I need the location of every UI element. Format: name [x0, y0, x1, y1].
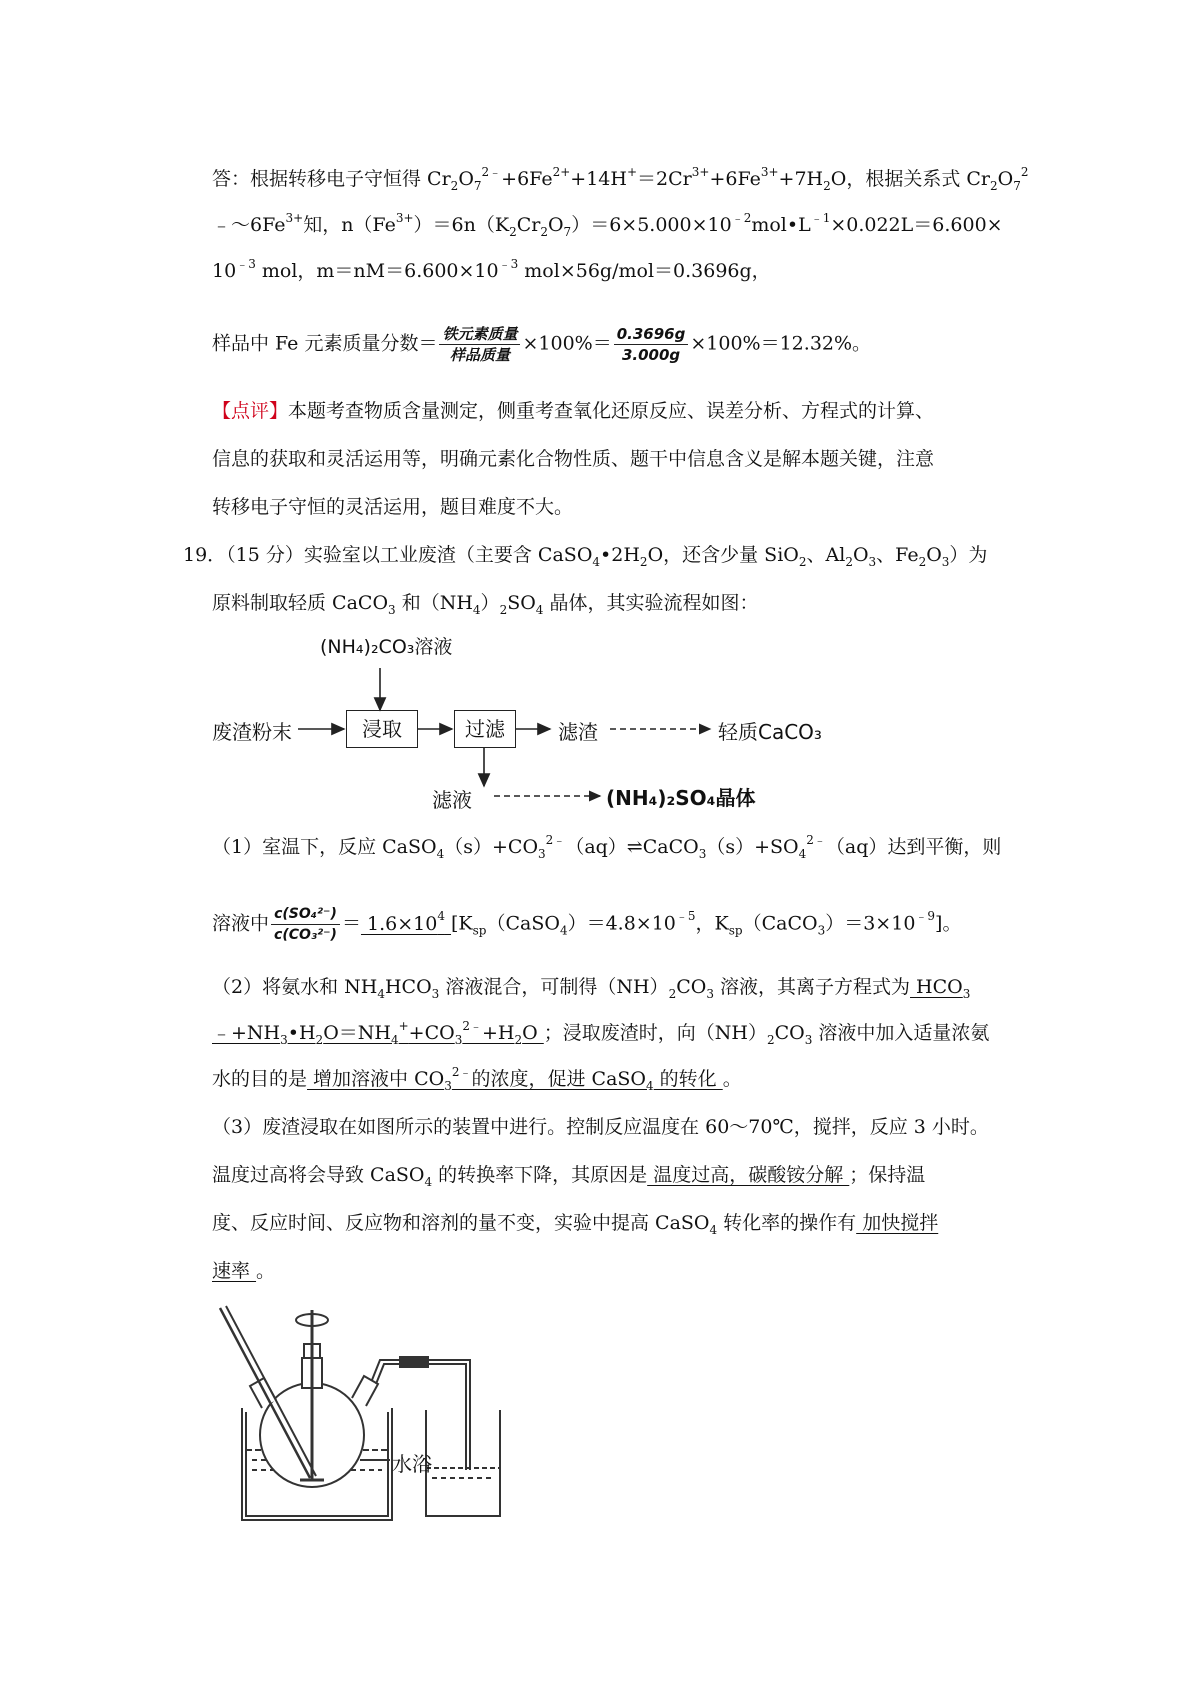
- answer-blank-2b: $﹣+NH_3•H_2O=NH_4^++CO_3^{2﹣}+H_2O$: [212, 1018, 544, 1047]
- answer-line-4: 样品中 Fe 元素质量分数＝ $\frac{\text{铁元素质量}}{\text{样品质量}}$ ×100%＝ $\frac{0.3696g}{3.000g}$ ×100%＝12.32%。: [212, 325, 872, 364]
- reagent-label: (NH₄)₂CO₃溶液: [320, 636, 453, 658]
- part1-line-2: 溶液中 $\frac{\text{c(SO₄²⁻)}}{\text{c(CO₃²⁻)}}$ ＝ $1.6\times 10^4$ [$K_{sp}(CaSO_4)=4.8\times 10^{﹣5}$，$K_{sp}(CaCO_3)=3\times 10^{﹣9}$]。: [212, 906, 962, 943]
- mass-fraction-formula: $\frac{\text{铁元素质量}}{\text{样品质量}}$: [439, 324, 520, 365]
- concentration-ratio: $\frac{\text{c(SO₄²⁻)}}{\text{c(CO₃²⁻)}}$: [271, 904, 340, 945]
- q19-line-2: 原料制取轻质 CaCO$_3$ 和$(NH_4)_2SO_4$ 晶体，其实验流程如图：: [212, 592, 759, 617]
- part2-line-2: $﹣+NH_3•H_2O=NH_4^++CO_3^{2﹣}+H_2O$ ；浸取废渣时，向$(NH)_2CO_3$ 溶液中加入适量浓氨: [212, 1018, 990, 1047]
- filtrate-label: 滤液: [432, 788, 472, 812]
- apparatus-figure: [212, 1300, 532, 1530]
- product2-label: (NH₄)₂SO₄晶体: [606, 786, 756, 810]
- answer-blank-4: 温度过高，碳酸铵分解: [647, 1164, 850, 1186]
- residue-label: 滤渣: [558, 720, 598, 744]
- answer-blank-2a: $HCO_3$: [910, 976, 971, 1001]
- part3-line-4: 速率 。: [212, 1260, 276, 1282]
- answer-line-2: $﹣\sim 6Fe^{3+}$知，$n(Fe^{3+})=6n(K_2Cr_2O_7)=6\times 5.000\times 10^{﹣2}mol•L^{﹣1}\times 0.022L=6.600\times$: [212, 210, 1003, 239]
- part3-line-1: （3）废渣浸取在如图所示的装置中进行。控制反应温度在 60～70℃，搅拌，反应 3 小时。: [212, 1116, 989, 1138]
- part2-line-1: （2）将氨水和 $NH_4HCO_3$ 溶液混合，可制得$(NH)_2CO_3$ 溶液，其离子方程式为 $HCO_3$: [212, 976, 971, 1001]
- answer-blank-1: $1.6\times 10^4$: [360, 909, 445, 935]
- comment-tag: 【点评】: [212, 400, 289, 422]
- water-bath-label: 水浴: [392, 1452, 432, 1476]
- process-flow-diagram: [212, 628, 852, 818]
- leach-box: 浸取: [346, 710, 418, 748]
- answer-blank-5b: 速率: [212, 1260, 257, 1282]
- product1-label: 轻质CaCO₃: [718, 720, 822, 744]
- part3-line-3: 度、反应时间、反应物和溶剂的量不变，实验中提高 CaSO$_4$ 转化率的操作有 加快搅拌: [212, 1212, 939, 1237]
- q19-line-1: 19．（15 分）实验室以工业废渣（主要含 $CaSO_4•2H_2O$，还含少量 SiO$_2$、$Al_2O_3$、$Fe_2O_3$）为: [183, 544, 988, 569]
- comment-line-2: 信息的获取和灵活运用等，明确元素化合物性质、题干中信息含义是解本题关键，注意: [212, 448, 935, 470]
- filter-box: 过滤: [454, 710, 516, 748]
- answer-line-1: 答：根据转移电子守恒得 $Cr_2O_7^{2﹣}+6Fe^{2+}+14H^+=2Cr^{3+}+6Fe^{3+}+7H_2O$，根据关系式 $Cr_2O_7^2$: [212, 164, 1029, 193]
- part1-line-1: （1）室温下，反应 $CaSO_4(s)+CO_3^{2﹣}(aq)\rightleftharpoons CaCO_3(s)+SO_4^{2﹣}(aq)$达到平衡，则: [212, 832, 1002, 861]
- mass-fraction-values: $\frac{0.3696g}{3.000g}$: [614, 324, 689, 365]
- part3-line-2: 温度过高将会导致 CaSO$_4$ 的转换率下降，其原因是 温度过高，碳酸铵分解 ；保持温: [212, 1164, 926, 1189]
- answer-blank-3: 增加溶液中 $CO_3^{2﹣}$的浓度，促进 CaSO$_4$ 的转化: [307, 1064, 723, 1093]
- answer-blank-5a: 加快搅拌: [856, 1212, 939, 1234]
- start-label: 废渣粉末: [212, 720, 292, 744]
- beaker: [426, 1410, 500, 1516]
- answer-line-3: $10^{﹣3}$ mol，$m=nM=6.600\times 10^{﹣3}$ mol×56g/mol＝0.3696g，: [212, 256, 771, 282]
- comment-line-3: 转移电子守恒的灵活运用，题目难度不大。: [212, 496, 574, 518]
- part2-line-3: 水的目的是 增加溶液中 $CO_3^{2﹣}$的浓度，促进 CaSO$_4$ 的转化 。: [212, 1064, 742, 1093]
- apparatus-drawing: [212, 1300, 532, 1530]
- comment-line-1: 【点评】本题考查物质含量测定，侧重考查氧化还原反应、误差分析、方程式的计算、: [212, 400, 935, 422]
